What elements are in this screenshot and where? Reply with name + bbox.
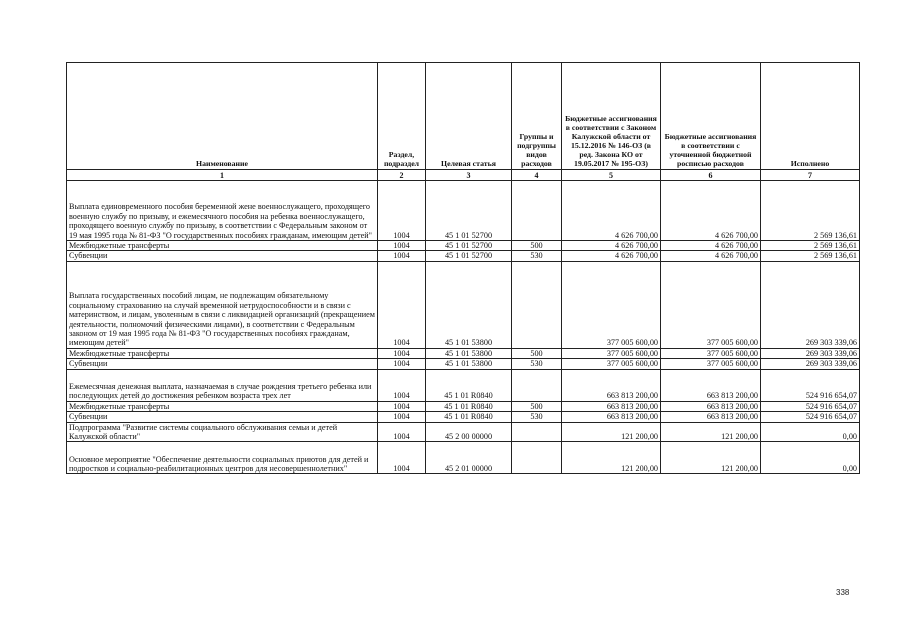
row-executed: 0,00	[761, 442, 860, 474]
row-executed: 2 569 136,61	[761, 181, 860, 241]
row-group	[512, 369, 562, 401]
row-refined-allocation: 377 005 600,00	[661, 261, 761, 348]
header-group: Группы и подгруппы видов расходов	[512, 63, 562, 170]
row-refined-allocation: 4 626 700,00	[661, 241, 761, 251]
row-group: 500	[512, 241, 562, 251]
row-target: 45 1 01 53800	[426, 359, 512, 369]
row-section: 1004	[378, 369, 426, 401]
row-target: 45 1 01 52700	[426, 181, 512, 241]
column-number: 1	[67, 170, 378, 181]
row-target: 45 1 01 53800	[426, 348, 512, 358]
row-name: Выплата государственных пособий лицам, не подлежащим обязательному социальному страхованию на случай временной нетрудоспособности и в связи с материнством, и лицам, уволенным в связи с ликвидацией организаций (прекращением деятельности, полномочий физическими лицами), в соответствии с Федеральным законом от 19 мая 1995 года № 81-ФЗ "О государственных пособиях гражданам, имеющим детей"	[67, 261, 378, 348]
row-executed: 2 569 136,61	[761, 241, 860, 251]
row-refined-allocation: 377 005 600,00	[661, 359, 761, 369]
header-row	[67, 63, 860, 170]
row-name: Межбюджетные трансферты	[67, 241, 378, 251]
table-row	[67, 348, 860, 358]
table-row	[67, 181, 860, 241]
row-target: 45 1 01 R0840	[426, 412, 512, 422]
row-target: 45 1 01 53800	[426, 261, 512, 348]
document-sheet	[66, 62, 859, 474]
row-name: Ежемесячная денежная выплата, назначаемая в случае рождения третьего ребенка или последующих детей до достижения ребенком возраста трех лет	[67, 369, 378, 401]
row-group	[512, 442, 562, 474]
row-section: 1004	[378, 359, 426, 369]
table-row	[67, 261, 860, 348]
row-law-allocation: 377 005 600,00	[562, 261, 661, 348]
row-executed: 0,00	[761, 422, 860, 442]
row-name: Субвенции	[67, 412, 378, 422]
table-row	[67, 369, 860, 401]
header-executed: Исполнено	[761, 63, 860, 170]
row-name: Основное мероприятие "Обеспечение деятельности социальных приютов для детей и подростков и социально-реабилитационных центров для несовершеннолетних"	[67, 442, 378, 474]
row-target: 45 1 01 52700	[426, 241, 512, 251]
row-section: 1004	[378, 348, 426, 358]
table-body	[67, 181, 860, 474]
row-target: 45 1 01 R0840	[426, 401, 512, 411]
table-row	[67, 401, 860, 411]
row-law-allocation: 377 005 600,00	[562, 359, 661, 369]
row-section: 1004	[378, 241, 426, 251]
row-section: 1004	[378, 181, 426, 241]
row-executed: 524 916 654,07	[761, 401, 860, 411]
row-target: 45 2 01 00000	[426, 442, 512, 474]
table-row	[67, 442, 860, 474]
row-executed: 269 303 339,06	[761, 348, 860, 358]
header-section: Раздел, подраздел	[378, 63, 426, 170]
table-row	[67, 422, 860, 442]
row-executed: 524 916 654,07	[761, 369, 860, 401]
column-number: 4	[512, 170, 562, 181]
row-name: Межбюджетные трансферты	[67, 348, 378, 358]
row-refined-allocation: 4 626 700,00	[661, 251, 761, 261]
row-group	[512, 261, 562, 348]
table-row	[67, 251, 860, 261]
header-law-allocation: Бюджетные ассигнования в соответствии с Законом Калужской области от 15.12.2016 № 146-ОЗ (в ред. Закона КО от 19.05.2017 № 195-ОЗ)	[562, 63, 661, 170]
row-section: 1004	[378, 401, 426, 411]
row-refined-allocation: 121 200,00	[661, 422, 761, 442]
table-row	[67, 241, 860, 251]
row-target: 45 1 01 52700	[426, 251, 512, 261]
row-name: Выплата единовременного пособия беременной жене военнослужащего, проходящего военную службу по призыву, и ежемесячного пособия на ребенка военнослужащего, проходящего военную службу по призыву, в соответствии с Федеральным законом от 19 мая 1995 года № 81-ФЗ "О государственных пособиях гражданам, имеющим детей"	[67, 181, 378, 241]
row-group: 500	[512, 401, 562, 411]
row-refined-allocation: 663 813 200,00	[661, 412, 761, 422]
column-number: 3	[426, 170, 512, 181]
table-row	[67, 359, 860, 369]
column-number: 6	[661, 170, 761, 181]
row-refined-allocation: 663 813 200,00	[661, 369, 761, 401]
row-section: 1004	[378, 261, 426, 348]
row-law-allocation: 4 626 700,00	[562, 241, 661, 251]
row-target: 45 1 01 R0840	[426, 369, 512, 401]
row-refined-allocation: 121 200,00	[661, 442, 761, 474]
row-law-allocation: 377 005 600,00	[562, 348, 661, 358]
row-refined-allocation: 663 813 200,00	[661, 401, 761, 411]
row-group: 500	[512, 348, 562, 358]
row-section: 1004	[378, 442, 426, 474]
row-group: 530	[512, 359, 562, 369]
row-target: 45 2 00 00000	[426, 422, 512, 442]
row-group: 530	[512, 412, 562, 422]
row-group	[512, 181, 562, 241]
row-name: Подпрограмма "Развитие системы социального обслуживания семьи и детей Калужской области"	[67, 422, 378, 442]
row-law-allocation: 663 813 200,00	[562, 401, 661, 411]
row-executed: 269 303 339,06	[761, 359, 860, 369]
column-number: 7	[761, 170, 860, 181]
row-refined-allocation: 377 005 600,00	[661, 348, 761, 358]
row-name: Субвенции	[67, 359, 378, 369]
row-executed: 2 569 136,61	[761, 251, 860, 261]
row-law-allocation: 121 200,00	[562, 442, 661, 474]
row-group	[512, 422, 562, 442]
row-refined-allocation: 4 626 700,00	[661, 181, 761, 241]
column-number-row	[67, 170, 860, 181]
budget-table	[66, 62, 860, 474]
page-number: 338	[836, 588, 850, 597]
row-group: 530	[512, 251, 562, 261]
row-law-allocation: 121 200,00	[562, 422, 661, 442]
row-executed: 269 303 339,06	[761, 261, 860, 348]
row-law-allocation: 4 626 700,00	[562, 251, 661, 261]
table-row	[67, 412, 860, 422]
row-name: Субвенции	[67, 251, 378, 261]
row-executed: 524 916 654,07	[761, 412, 860, 422]
row-section: 1004	[378, 422, 426, 442]
row-name: Межбюджетные трансферты	[67, 401, 378, 411]
header-refined-allocation: Бюджетные ассигнования в соответствии с уточненной бюджетной росписью расходов	[661, 63, 761, 170]
column-number: 2	[378, 170, 426, 181]
header-name: Наименование	[67, 63, 378, 170]
row-section: 1004	[378, 412, 426, 422]
row-section: 1004	[378, 251, 426, 261]
header-target: Целевая статья	[426, 63, 512, 170]
row-law-allocation: 663 813 200,00	[562, 369, 661, 401]
row-law-allocation: 663 813 200,00	[562, 412, 661, 422]
row-law-allocation: 4 626 700,00	[562, 181, 661, 241]
column-number: 5	[562, 170, 661, 181]
